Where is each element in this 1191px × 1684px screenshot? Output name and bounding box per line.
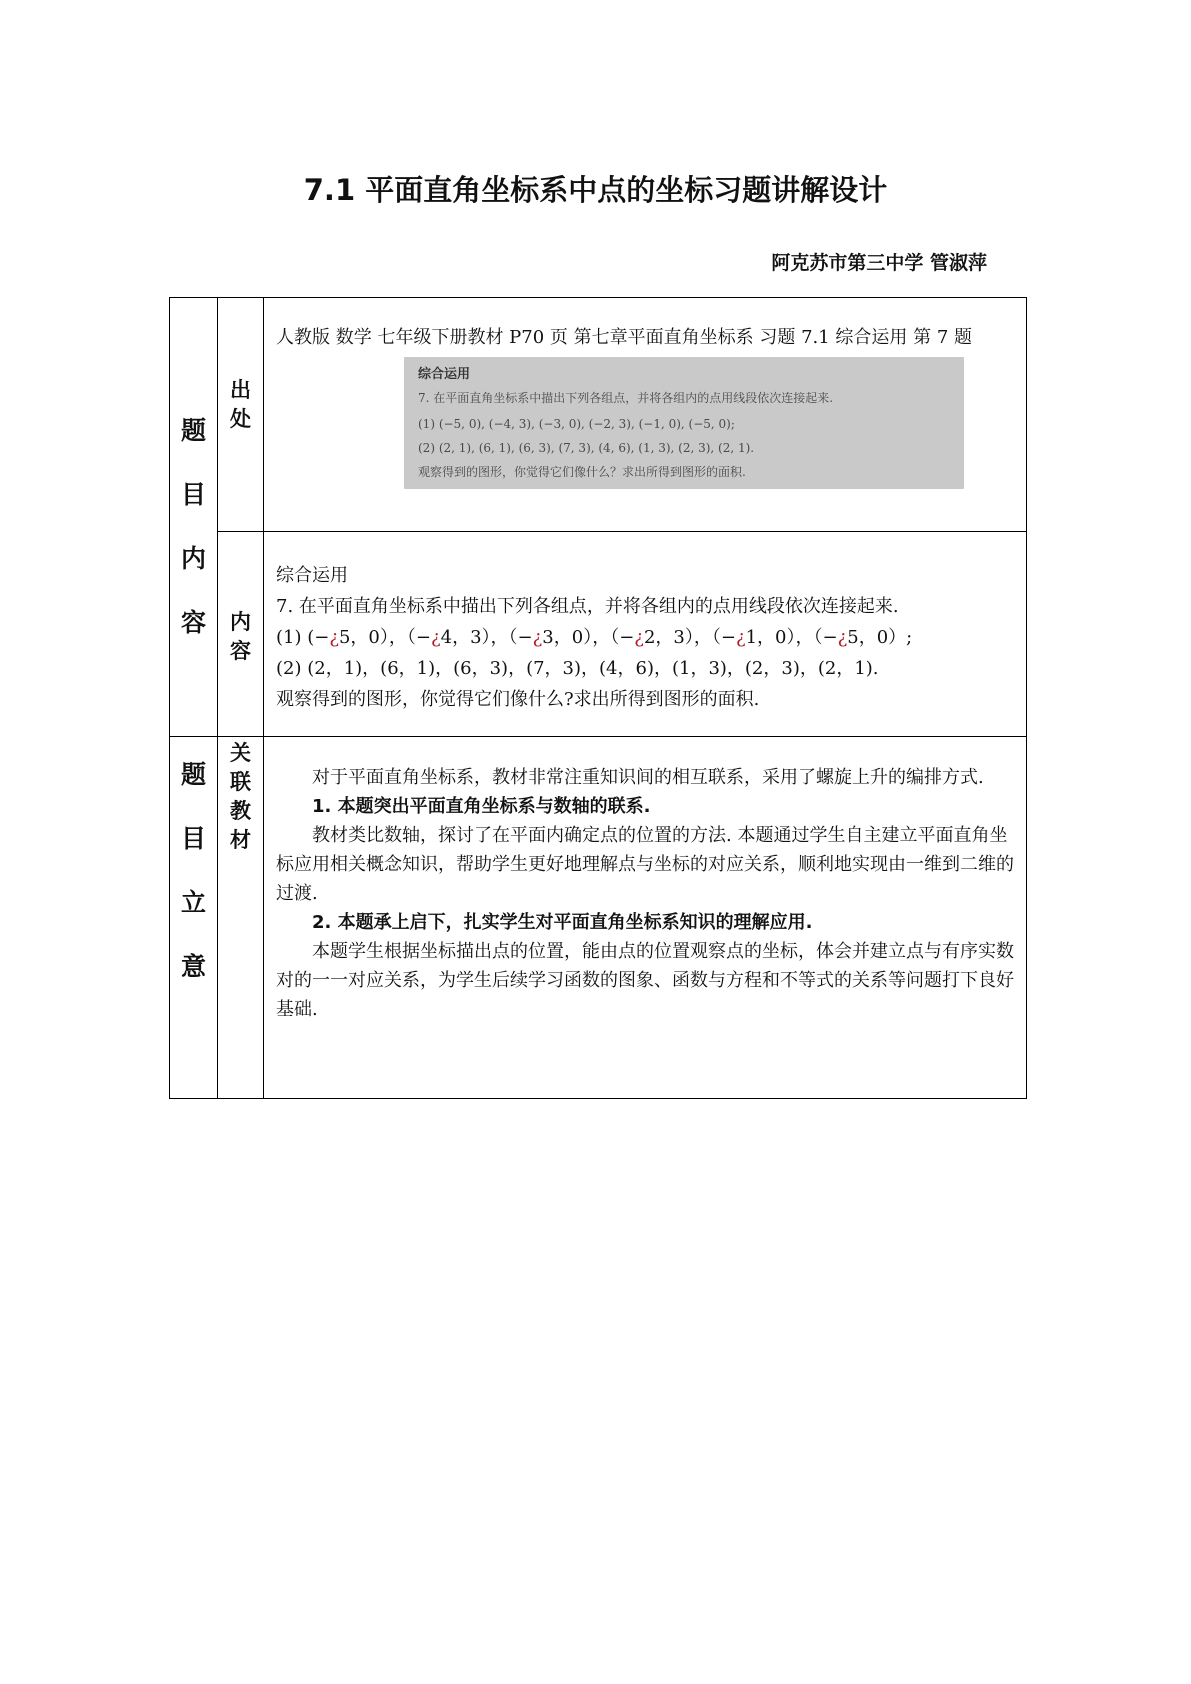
- section1-label: [170, 298, 218, 737]
- point1-title: 1. 本题突出平面直角坐标系与数轴的联系.: [312, 796, 651, 817]
- source-text: 人教版 数学 七年级下册教材 P70 页 第七章平面直角坐标系 习题 7.1 综合运用 第 7 题: [276, 327, 973, 348]
- related-label-char: 关: [230, 741, 251, 765]
- unknown-glyph: ¿: [532, 627, 543, 648]
- section2-label: [170, 737, 218, 1099]
- related-label-char: 材: [230, 828, 251, 852]
- content-heading: 综合运用: [276, 565, 348, 586]
- page-title: 7.1 平面直角坐标系中点的坐标习题讲解设计: [303, 173, 888, 207]
- section2-label-char: 目: [180, 824, 206, 853]
- content-label: [218, 532, 264, 737]
- coord-item: 5，0），（−: [338, 627, 431, 648]
- section1-label-char: 题: [180, 416, 206, 445]
- source-label-char: 处: [230, 407, 251, 431]
- source-label: [218, 298, 264, 532]
- coord-item: 3，0），（−: [542, 627, 635, 648]
- section1-label-char: 目: [180, 480, 206, 509]
- section2-label-char: 题: [180, 760, 206, 789]
- photo-line: (2) (2, 1), (6, 1), (6, 3), (7, 3), (4, 6), (1, 3), (2, 3), (2, 1).: [418, 441, 755, 455]
- section2-label-char: 立: [180, 888, 206, 917]
- photo-line: 7. 在平面直角坐标系中描出下列各组点，并将各组内的点用线段依次连接起来.: [418, 391, 834, 405]
- author-line: 阿克苏市第三中学 管淑萍: [771, 252, 987, 274]
- related-cell: [264, 737, 1027, 1099]
- coord-item: 4，3），（−: [440, 627, 533, 648]
- point1-body: 教材类比数轴，探讨了在平面内确定点的位置的方法. 本题通过学生自主建立平面直角坐标应用相关概念知识，帮助学生更好地理解点与坐标的对应关系，顺利地实现由一维到二维的过渡.: [276, 825, 1014, 904]
- point2-title: 2. 本题承上启下，扎实学生对平面直角坐标系知识的理解应用.: [312, 912, 813, 933]
- content-cell: [264, 532, 1027, 737]
- photo-line: 观察得到的图形，你觉得它们像什么？求出所得到图形的面积.: [418, 465, 746, 479]
- content-label-char: 容: [230, 639, 251, 663]
- unknown-glyph: ¿: [430, 627, 441, 648]
- textbook-photo: [404, 357, 964, 489]
- coord-prefix: (1) (−: [276, 627, 330, 648]
- coord-item: 5，0）;: [847, 627, 913, 648]
- unknown-glyph: ¿: [837, 627, 848, 648]
- unknown-glyph: ¿: [735, 627, 746, 648]
- source-cell: [264, 298, 1027, 532]
- content-line: [276, 622, 1016, 653]
- section2-label-char: 意: [180, 952, 206, 981]
- photo-heading: 综合运用: [418, 367, 471, 382]
- content-line: 观察得到的图形，你觉得它们像什么?求出所得到图形的面积.: [276, 689, 760, 710]
- coord-item: 2，3），（−: [643, 627, 736, 648]
- photo-line: (1) (−5, 0), (−4, 3), (−3, 0), (−2, 3), (−1, 0), (−5, 0);: [418, 417, 735, 431]
- related-label: [218, 737, 264, 1099]
- coord-item: 1，0），（−: [745, 627, 838, 648]
- content-label-char: 内: [230, 610, 251, 634]
- intro-paragraph: 对于平面直角坐标系，教材非常注重知识间的相互联系，采用了螺旋上升的编排方式.: [312, 767, 984, 788]
- related-label-char: 联: [230, 770, 251, 794]
- content-line: (2) (2，1)，(6，1)，(6，3)，(7，3)，(4，6)，(1，3)，(2，3)，(2，1).: [276, 658, 879, 679]
- content-line: 7. 在平面直角坐标系中描出下列各组点，并将各组内的点用线段依次连接起来.: [276, 596, 899, 617]
- section1-label-char: 容: [180, 608, 206, 637]
- related-label-char: 教: [230, 799, 251, 823]
- lesson-table: [169, 297, 1027, 1099]
- unknown-glyph: ¿: [634, 627, 644, 648]
- unknown-glyph: ¿: [329, 627, 339, 648]
- point2-body: 本题学生根据坐标描出点的位置，能由点的位置观察点的坐标，体会并建立点与有序实数对的一一对应关系，为学生后续学习函数的图象、函数与方程和不等式的关系等问题打下良好基础.: [276, 941, 1014, 1020]
- source-label-char: 出: [230, 378, 251, 402]
- section1-label-char: 内: [180, 544, 206, 573]
